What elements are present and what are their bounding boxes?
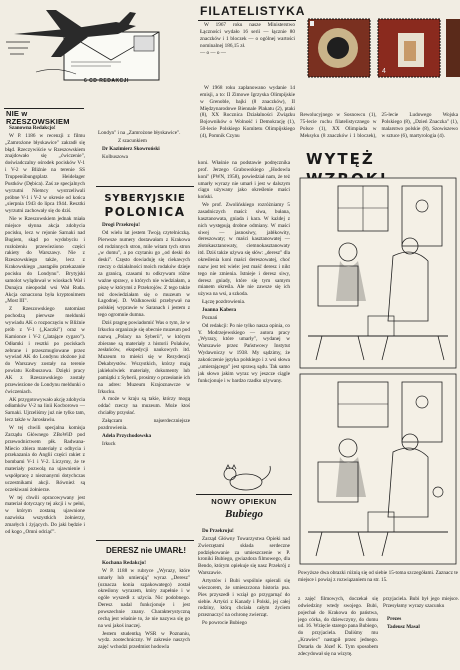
plane-caption: 6 CD REDAKCJI <box>84 78 129 84</box>
nie-p4: AK przygotowywało akcję zdobycia odłamków V-2 na linii Kocborowo — Sarnaki. Ujrzeliśmy już nie tylko tam, lecz także w Jarosławiu. <box>5 396 85 424</box>
nowy-opiekun-title <box>198 497 290 521</box>
london-fragment <box>98 130 190 188</box>
syberyjskie-p4: Załączam najserdeczniejsze pozdrowienia. <box>98 418 190 431</box>
filatelistyka-col2 <box>200 85 295 163</box>
deresz-p2: Jestem studentką WSR w Poznaniu, wydz. zootechniczny. W zakresie naszych zajęć wchodzi przedmiot hodowla <box>98 630 190 651</box>
bubi-sig-prefix: Prezes <box>387 615 402 622</box>
syberyjskie-city: Irkuck <box>102 440 116 447</box>
nie-p1: W P. 1186 w recenzji z filmu „Zamrożone błyskawice" zakradł się błąd. Rzeczywiście w Rzeszowskiem znajdowało się „ćwiczenie", doświadczalny ośrodek pocisków V-1 i V-2 w Bliźnie na terenie SS Truppenübungsplatz Heidelager Pustków (Dębica). Zaś ze specjalnych wyrzutni Niemcy wystrzeliwali próbne V-1 i V-2 w okresie od końca „sierpnia 1943 do lipca 1944. Resztki wyrzutni zachowały się do dziś. <box>5 132 85 215</box>
nie-p6: W tej chwili opracowywany jest materiał dotyczący tej akcji i w pełni, w którym zostaną ujawnione nazwiska wszystkich żołnierzy, zmarłych i żyjących. Do jaki będzie i od kogo „Omni odciąć”. <box>5 494 85 535</box>
wytez-wzrok-title: WYTĘŻ <box>306 150 375 168</box>
nowy-p3: Po powrocie Bubiego <box>202 620 247 627</box>
spot-difference-image <box>298 176 458 568</box>
london-sig: Dr Kazimierz Skowroński <box>102 145 160 152</box>
bubi-col1: z zajęć filmowych, doczekał się odwiedziny wtedy swojego. Bubi, pojechał do Krakowa do państwa, jego córka, do dziewczyny, do domu ud. 16. Wzięcie starego pana Bubiego, do przyjaciela. Daliśmy mu „Krawiec" nastąpił przez jednego. Dotarła do Józef K. Tym sposobem zdecydował się na wizytę. <box>298 596 378 657</box>
col3-sig: Joanna Kabera <box>202 307 237 314</box>
nowy-opiekun-line2: Bubiego <box>225 507 263 520</box>
nie-w-rzeszowskiem-body <box>5 125 85 670</box>
syberyjskie-greeting: Drogi Przekroju! <box>102 222 140 228</box>
london-city: Kolbuszowa <box>102 153 128 160</box>
deresz-greeting: Kochana Redakcjo! <box>102 560 146 566</box>
filatelistyka-col1 <box>200 22 295 86</box>
filatelistyka-p2: W 1968 roku zaplanowano wydanie 14 emisji, a to: II Zimowe Igrzyska Olimpijskie w Grenoble, bajki (8 znaczków), II Międzynarodowe Biennale Plakatu (2), ptaki (8), XX Rocznica Działalności Związku Bojowników o Wolność i Demokrację (1), 50-lecie Polskiego Komitetu Olimpijskiego (4), Pomnik Czynu <box>200 85 295 140</box>
bubi-closing <box>383 596 459 670</box>
filatelistyka-p3: Rewolucyjnego w Sosnowcu (1), 75-lecie ruchu filatelistycznego w Polsce (1), XX Olimpiada w Meksyku (8 znaczków i 1 bloczek), 25-lecie Ludowego Wojska Polskiego (8), „Dzień Znaczka" (1), malarstwo polskie (8), Szowiszewo w sztuce (6), martyrologia (4). <box>300 112 458 139</box>
syberyjskie-p2: Dziś pragnę powiadomić Was o tym, że w Irkucku organizuje się obecnie muzeum pod nazwą „Polacy na Syberii", w którym zbierane są materiały z historii Polaków, zesłańców, ekspedycji naukowych itd. Muzeum to mieści się w Rezydencji Dekabrystów. Wszystkich, którzy mają jakiekolwiek materiały, dokumenty lub pamiątki z Syberii, prosimy o przesłanie ich na adres: Muzeum Krajoznawcze w Irkucku. <box>98 320 190 395</box>
deresz-p1: W P. 1188 w rubryce „Wyrazy, które umarły lub umierają" wyraz „Deresz" (oznacza konia szpakowatego) został określony wyrazem, który zupełnie i w ogóle wyszedł z użycia. Nic podobnego. Deresz nadal funkcjonuje i jest powszechnie znany. Charakterystyczną cechą jest właśnie to, że nie nazywa się go na wsi jakoś inaczej. <box>98 567 190 629</box>
nie-p5: W tej chwili specjalna komisja Zarządu Głównego ZBoWiD pod przewodnictwem płk. Radwana-Miecio zbiera materiały z odbycia i przekazania do Anglii części rakiet z bombami V-1 i V-2. Liczymy, że te materiały pozwolą na ujawnienie i współpracę z nieznanymi dotychczas uczestnikami akcji. Również są oczekiwani żołnierze. <box>5 424 85 493</box>
nowy-p1: Zarząd Główny Towarzystwa Opieki nad Zwierzętami składa serdeczne podziękowanie za umieszczenie w P. kroniki Bubiego, gwiazdora filmowego, dla Bendo, którym opiekuje się nasz Przekrój z Warszawie. <box>198 535 290 577</box>
london-text: Londyn" i na „Zamrożone błyskawice". <box>98 130 181 136</box>
wytez-caption-text: Powyższe dwa obrazki różnią się od siebie 15-toma szczegółami. Zaznacz te miejsce i powiaj z rozwiązaniem na str. 15. <box>298 570 458 583</box>
nowy-opiekun-body <box>198 528 290 670</box>
london-closing: Z szacunkiem <box>118 137 147 144</box>
bubi-sig: Tadeusz Masal <box>387 623 420 630</box>
wytez-caption <box>298 570 458 590</box>
filatelistyka-col3 <box>300 112 458 146</box>
syberyjskie-body <box>98 222 190 538</box>
col3-city: Poznań <box>202 314 218 321</box>
deresz-title: DERESZ nie UMARŁ! <box>106 546 186 555</box>
plane-illustration <box>6 2 194 94</box>
wytez-wzrok-box <box>296 150 460 570</box>
col3-p1: koni. Właśnie na podstawie podręcznika prof. Jerzego Grabowskiego „Hodowla koni" (PWN, 1958), powiedział nam, że też umarły wyrazy nie umarł i jest w dalszym ciągu używany jako określenie maści koński. <box>198 160 290 201</box>
nowy-opiekun-line1: NOWY OPIEKUN <box>211 497 277 506</box>
col3-p3: Łączę pozdrowienia. <box>202 299 246 306</box>
syberyjskie-line1: SYBERYJSKIE <box>104 193 186 204</box>
syberyjskie-line2: POLONICA <box>104 205 186 220</box>
mid-p1: Od redakcji: Po nie tylko nasza opinia, co Y. Modrzejewskiego — autora pracy „Wyrazy, które umarły", wydanej w Warszawie przez Państwowy Instytut Wydawniczy w 1938. My sądzimy, że zakończenie języka polskiego i z wsi słowa „umierającego" jest sprawą sądu. Tak samo jak słowo jakim wyraz wy jeszcze ciągle funkcjonuje i w bardzo rzadko używany. <box>198 322 290 384</box>
syberyjskie-p1: Od wielu lat jestem Twoją czytelniczką. Pierwsze numery dostawałam z Krakowa od rodzinnych stron, mile witam tych stron „w domu", a po czytaniu go „od deski do deski". Często dowiaduję się ciekawych rzeczy o działalności moich rodaków dzieje za granicą, czasami tu odkrywam różne ważne sprawy, o których nie wiedziałam, a piszę w którymś z Przekrojów. Z tego także też dowiedziałam się o muzeum w Łagodnej. D. Walknowski przebywał na polskiej wyprawie w Saranach i jestem z tego ogromnie dumna. <box>98 229 190 319</box>
nowy-p2: Artystów i Bubi wspólnie spierali się wieczorem, że umieszczona historia psa. Pies przyszedł i wziął go przygarnąć do siebie. Artyści z Kanady i Polski, jej całej rodziny, którą chciała całym życiem przeznaczyć na ochronę zwierząt. <box>198 578 290 619</box>
nowy-greeting: Do Przekroju! <box>202 528 234 534</box>
bubi-continuation <box>298 596 378 670</box>
syberyjskie-title <box>98 192 192 221</box>
svg-text:4: 4 <box>382 68 386 75</box>
nie-greeting: Szanowna Redakcjo! <box>9 125 56 131</box>
nie-p2: Nie w Rzeszowskiem jednak miała miejsce słynna akcja zdobycia pocisku, lecz w rejonie Sarnaki nad Bugiem, skąd po wydobyciu i rozłożeniu przewieziono części rakiety do Warszawy. Nie z Rzeszowskiego także, lecz z Krakowskiego „nastąpiło przekazanie pocisku do Londynu". Brytyjski samolot wylądował w wioskach Wał i Dunajca nieopodal wsi Wał Ruda. Akcja oznaczona była kryptonimem „Most III". <box>5 216 85 305</box>
col3-p2: We prof. Zwolińskiego rozróżniamy 5 zasadniczych maści: siwa, bułana, kasztanowata, gniada i kara. W każdej z nich występują drobne odmiany. W maści siwej — jasnosiwy, jabłkowity, dereszowaty; w maści kasztanowatej — złotokasztanowaty, ciemnokasztanowaty itd. Dziś także używa się słów: „deresz" dla określenia koni maści dereszowatej, choć nazw jest też wiele: jest maść deresz i nikt tego nie zmienia. Istnieje i deresz siwy, deresz gniady, które się tym samym mianem określa. Ale nie zawsze się ich używa na wsi, a szkoda. <box>198 202 290 298</box>
stamps-image <box>300 3 460 83</box>
deresz-body <box>98 560 190 670</box>
syberyjskie-p3: A może w kraju są takie, którzy mogą oddać rzeczy na muzeum. Może ktoś chciałby przysłać. <box>98 396 190 417</box>
nie-p3: Z Rzeszowskiego natomiast pochodzą pierwsze meldunki wywiadu AK o rozpoczęciu w Bliźnie prób z V-1 („Kaczki") oraz w Kamionce i V-2 („latające cygaro"). Odłamki i resztki po pociskach zebrane i przeszmuglowane przez wywiad AK do Londynu złożone już do Warszawy zostały na terenie powiatu Kolbuszowa. Dzięki pracy AK z Rzeszowskiego zostały przewiezione do Londynu meldunki o ćwiczeniach. <box>5 306 85 395</box>
syberyjskie-sig: Adela Przychodowska <box>102 432 152 439</box>
filatelistyka-p1: W 1967 roku nasze Ministerstwo Łączności wydało 16 serii — łącznie 80 znaczków i 1 bloczek — o ogólnej wartości nominalnej 186,15 zł. <box>200 22 295 49</box>
cat-cartoon-image <box>206 458 286 497</box>
filatelistyka-title: FILATELISTYKA <box>200 4 306 18</box>
nie-w-rzeszowskiem-title: NIE w RZESZOWSKIEM <box>6 109 70 127</box>
bubi-col2: przyjaciela. Bubi był jego miejsce. Przesyłamy wyrazy szacunku <box>383 596 459 609</box>
deresz-continuation <box>198 160 290 460</box>
filatelistyka-sep: — o — o — <box>200 50 226 57</box>
